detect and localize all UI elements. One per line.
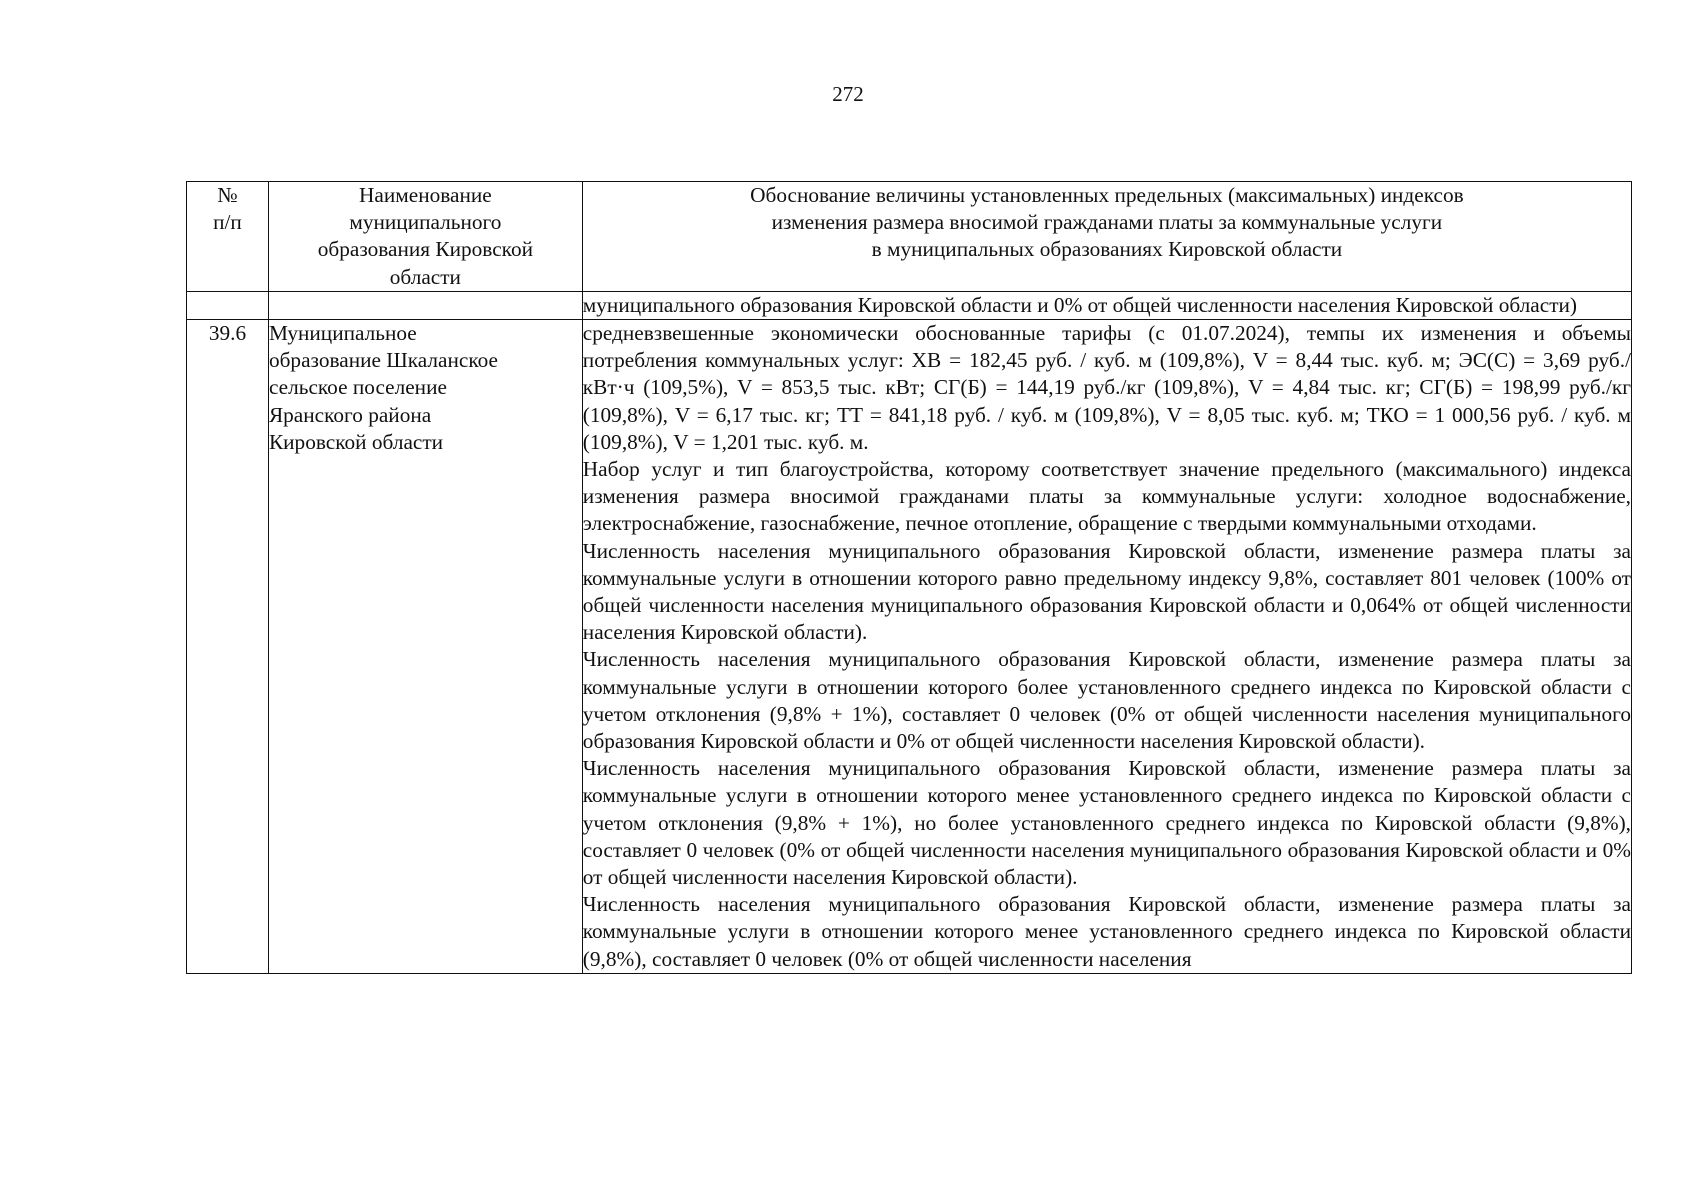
municipality-name-line: образование Шкаланское xyxy=(268,348,498,373)
municipality-name-line: Яранского района xyxy=(268,402,432,427)
row-number-cell-empty xyxy=(187,291,269,319)
municipality-name-line: Муниципальное xyxy=(268,321,417,346)
header-number-column xyxy=(187,182,269,292)
header-justification-column xyxy=(582,182,1631,292)
row-number: 39.6 xyxy=(187,320,269,974)
page-number: 272 xyxy=(832,82,864,106)
population-below-paragraph: Численность населения муниципального образования Кировской области, изменение размера платы за коммунальные услуги в отношении которого менее установленного среднего индекса по Кировской области (9,8%), составляет 0 человек (0% от общей численности населения xyxy=(582,892,1631,971)
table-header-row xyxy=(187,182,1632,292)
row-name-cell-empty xyxy=(268,291,582,319)
header-line: муниципального xyxy=(349,210,502,235)
header-line: образования Кировской xyxy=(317,237,533,262)
header-line: области xyxy=(389,264,461,289)
table-row-continuation xyxy=(187,291,1632,319)
table-row xyxy=(187,320,1632,974)
header-line: в муниципальных образованиях Кировской области xyxy=(871,237,1343,262)
population-between-paragraph: Численность населения муниципального образования Кировской области, изменение размера платы за коммунальные услуги в отношении которого менее установленного среднего индекса по Кировской области с учетом отклонения (9,8% + 1%), но более установленного среднего индекса по Кировской области (9,8%), составляет 0 человек (0% от общей численности населения муниципального образования Кировской области и 0% от общей численности населения Кировской области). xyxy=(582,756,1631,890)
header-line: п/п xyxy=(213,210,242,235)
continuation-text: муниципального образования Кировской области и 0% от общей численности населения Кировской области) xyxy=(582,291,1631,319)
municipality-name xyxy=(268,320,582,974)
tariffs-paragraph: средневзвешенные экономически обоснованные тарифы (с 01.07.2024), темпы их изменения и объемы потребления коммунальных услуг: ХВ = 182,45 руб. / куб. м (109,8%), V = 8,44 тыс. куб. м; ЭС(С) = 3,69 руб./кВт·ч (109,5%), V = 853,5 тыс. кВт; СГ(Б) = 144,19 руб./кг (109,8%), V = 4,84 тыс. кг; СГ(Б) = 198,99 руб./кг (109,8%), V = 6,17 тыс. кг; ТТ = 841,18 руб. / куб. м (109,8%), V = 8,05 тыс. куб. м; ТКО = 1 000,56 руб. / куб. м (109,8%), V = 1,201 тыс. куб. м. xyxy=(582,321,1631,454)
municipality-name-line: сельское поселение xyxy=(268,375,447,400)
header-municipality-column xyxy=(268,182,582,292)
header-line: № xyxy=(217,183,238,207)
population-equal-paragraph: Численность населения муниципального образования Кировской области, изменение размера платы за коммунальные услуги в отношении которого равно предельному индексу 9,8%, составляет 801 человек (100% от общей численности населения муниципального образования Кировской области и 0,064% от общей численности населения Кировской области). xyxy=(582,538,1631,645)
header-line: Наименование xyxy=(359,183,492,207)
services-paragraph: Набор услуг и тип благоустройства, которому соответствует значение предельного (максимального) индекса изменения размера вносимой гражданами платы за коммунальные услуги: холодное водоснабжение, электроснабжение, газоснабжение, печное отопление, обращение с твердыми коммунальными отходами. xyxy=(582,457,1631,536)
justification-cell xyxy=(582,320,1631,974)
header-line: Обоснование величины установленных предельных (максимальных) индексов xyxy=(750,183,1464,207)
municipality-name-line: Кировской области xyxy=(268,429,444,454)
tariff-index-table xyxy=(186,181,1632,974)
header-line: изменения размера вносимой гражданами платы за коммунальные услуги xyxy=(771,210,1443,235)
population-above-paragraph: Численность населения муниципального образования Кировской области, изменение размера платы за коммунальные услуги в отношении которого более установленного среднего индекса по Кировской области с учетом отклонения (9,8% + 1%), составляет 0 человек (0% от общей численности населения муниципального образования Кировской области и 0% от общей численности населения Кировской области). xyxy=(582,647,1631,754)
